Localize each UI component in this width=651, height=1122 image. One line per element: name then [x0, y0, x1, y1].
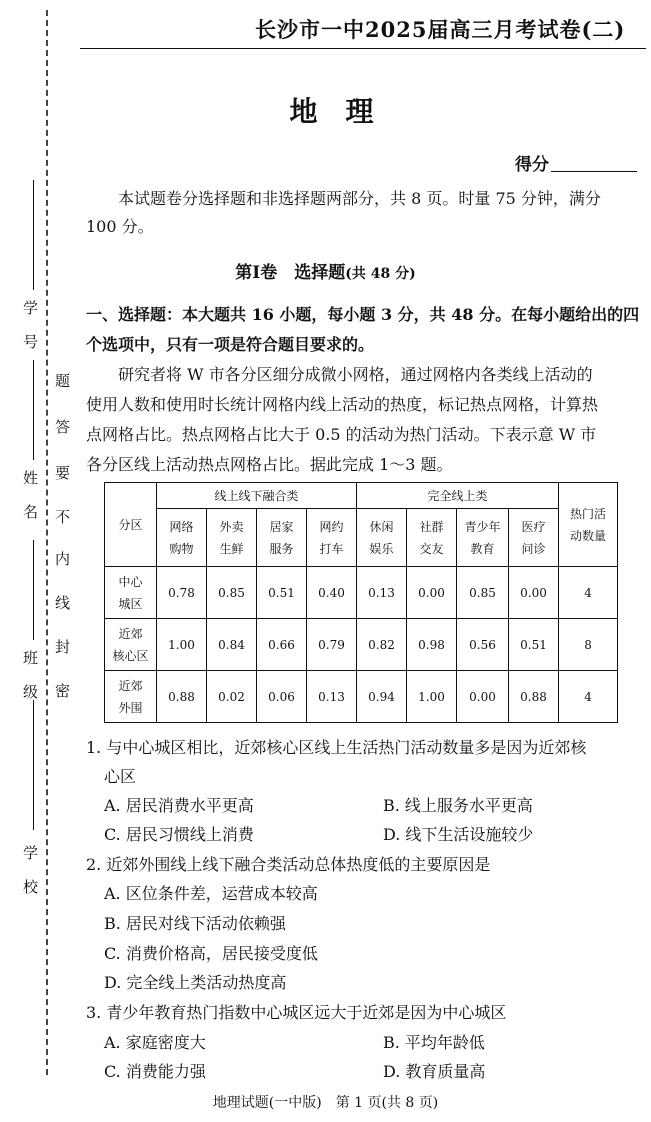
section-title — [0, 258, 651, 283]
value-cell: 0.85 — [457, 567, 509, 619]
hot-count-cell: 4 — [559, 567, 618, 619]
district-cell: 近郊 外围 — [105, 671, 157, 723]
seal-char: 答 — [55, 418, 71, 436]
value-cell: 0.94 — [357, 671, 407, 723]
id-label: 学 号 — [21, 300, 39, 351]
value-cell: 0.66 — [257, 619, 307, 671]
column-header: 医疗 问诊 — [509, 509, 559, 567]
question-stem: 3. 青少年教育热门指数中心城区远大于近郊是因为中心城区 — [86, 1003, 507, 1022]
value-cell: 0.00 — [407, 567, 457, 619]
value-cell: 0.06 — [257, 671, 307, 723]
table-row — [105, 567, 618, 619]
class-label: 班 级 — [21, 650, 39, 701]
section-points: (共 48 分) — [345, 266, 416, 282]
intro-line: 本试题卷分选择题和非选择题两部分，共 8 页。时量 75 分钟，满分 — [118, 189, 601, 208]
value-cell: 0.00 — [509, 567, 559, 619]
name-label: 姓 名 — [21, 470, 39, 521]
column-header: 青少年 教育 — [457, 509, 509, 567]
column-header: 网约 打车 — [307, 509, 357, 567]
name-underline — [33, 360, 34, 460]
option-a[interactable]: A. 家庭密度大 — [104, 1033, 206, 1052]
header-rule — [80, 48, 646, 49]
value-cell: 1.00 — [157, 619, 207, 671]
district-cell: 近郊 核心区 — [105, 619, 157, 671]
option-d[interactable]: D. 教育质量高 — [383, 1062, 486, 1081]
seal-char: 密 — [55, 682, 71, 700]
value-cell: 0.88 — [509, 671, 559, 723]
question-stem: 2. 近郊外围线上线下融合类活动总体热度低的主要原因是 — [86, 855, 491, 874]
column-header: 居家 服务 — [257, 509, 307, 567]
hot-count-cell: 8 — [559, 619, 618, 671]
hot-count-cell: 4 — [559, 671, 618, 723]
part-instruction: 一、选择题：本大题共 16 小题，每小题 3 分，共 48 分。在每小题给出的四 — [86, 305, 640, 324]
value-cell: 0.00 — [457, 671, 509, 723]
value-cell: 0.13 — [357, 567, 407, 619]
district-cell: 中心 城区 — [105, 567, 157, 619]
value-cell: 0.02 — [207, 671, 257, 723]
group-header-blended: 线上线下融合类 — [157, 483, 357, 509]
option-d[interactable]: D. 完全线上类活动热度高 — [104, 973, 287, 992]
seal-char: 线 — [55, 594, 71, 612]
option-d[interactable]: D. 线下生活设施较少 — [383, 825, 534, 844]
intro-line: 100 分。 — [86, 217, 154, 236]
value-cell: 0.88 — [157, 671, 207, 723]
option-b[interactable]: B. 平均年龄低 — [383, 1033, 485, 1052]
value-cell: 1.00 — [407, 671, 457, 723]
district-header: 分区 — [105, 483, 157, 567]
value-cell: 0.82 — [357, 619, 407, 671]
value-cell: 0.85 — [207, 567, 257, 619]
value-cell: 0.84 — [207, 619, 257, 671]
column-header: 网络 购物 — [157, 509, 207, 567]
option-c[interactable]: C. 居民习惯线上消费 — [104, 825, 254, 844]
seal-char: 内 — [55, 550, 71, 568]
seal-char: 封 — [55, 638, 71, 656]
value-cell: 0.51 — [509, 619, 559, 671]
class-underline — [33, 540, 34, 640]
option-a[interactable]: A. 居民消费水平更高 — [104, 796, 254, 815]
option-b[interactable]: B. 居民对线下活动依赖强 — [104, 914, 286, 933]
column-header: 社群 交友 — [407, 509, 457, 567]
question-stem: 1. 与中心城区相比，近郊核心区线上生活热门活动数量多是因为近郊核 — [86, 738, 587, 757]
value-cell: 0.13 — [307, 671, 357, 723]
section-title-text: 第Ⅰ卷 选择题 — [235, 263, 346, 283]
seal-char: 不 — [55, 508, 71, 526]
column-header: 外卖 生鲜 — [207, 509, 257, 567]
option-b[interactable]: B. 线上服务水平更高 — [383, 796, 533, 815]
group-header-online: 完全线上类 — [357, 483, 559, 509]
passage-line: 点网格占比。热点网格占比大于 0.5 的活动为热门活动。下表示意 W 市 — [86, 425, 597, 444]
passage-line: 使用人数和使用时长统计网格内线上活动的热度，标记热点网格，计算热 — [86, 395, 599, 414]
school-label: 学 校 — [21, 845, 39, 896]
value-cell: 0.78 — [157, 567, 207, 619]
passage-line: 各分区线上活动热点网格占比。据此完成 1～3 题。 — [86, 455, 453, 474]
seal-char: 题 — [55, 372, 71, 390]
exam-title: 长沙市一中2025届高三月考试卷(二) — [255, 17, 626, 42]
school-underline — [33, 700, 34, 830]
page-footer: 地理试题(一中版) 第 1 页(共 8 页) — [212, 1095, 439, 1111]
column-header: 休闲 娱乐 — [357, 509, 407, 567]
option-c[interactable]: C. 消费能力强 — [104, 1062, 206, 1081]
subject-title: 地理 — [289, 95, 402, 128]
table-row — [105, 671, 618, 723]
value-cell: 0.51 — [257, 567, 307, 619]
option-c[interactable]: C. 消费价格高，居民接受度低 — [104, 944, 318, 963]
passage-line: 研究者将 W 市各分区细分成微小网格，通过网格内各类线上活动的 — [118, 365, 593, 384]
hot-count-header: 热门活 动数量 — [559, 483, 618, 567]
question-stem: 心区 — [104, 767, 137, 786]
seal-char: 要 — [55, 464, 71, 482]
value-cell: 0.56 — [457, 619, 509, 671]
value-cell: 0.79 — [307, 619, 357, 671]
part-instruction: 个选项中，只有一项是符合题目要求的。 — [86, 335, 375, 354]
score-label: 得分 — [515, 155, 549, 175]
hotspot-table — [104, 482, 618, 723]
value-cell: 0.98 — [407, 619, 457, 671]
value-cell: 0.40 — [307, 567, 357, 619]
score-blank — [551, 171, 637, 172]
binding-dashed-line — [46, 10, 48, 1075]
table-row — [105, 619, 618, 671]
option-a[interactable]: A. 区位条件差，运营成本较高 — [104, 884, 318, 903]
